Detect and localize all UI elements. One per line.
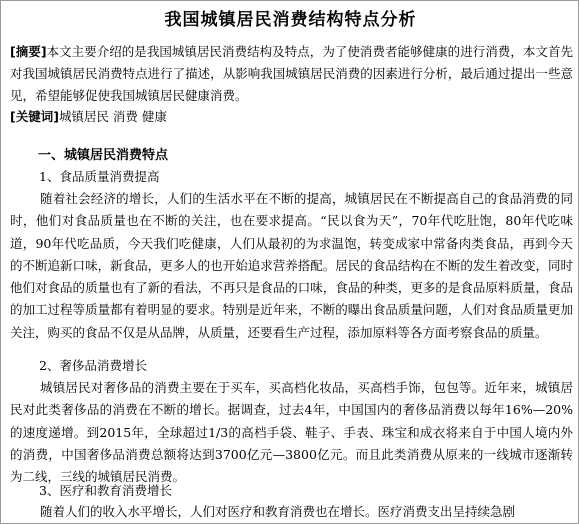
section-heading: 一、城镇居民消费特点 (38, 148, 169, 163)
paragraph: 随着社会经济的增长，人们的生活水平在不断的提高，城镇居民在不断提高自己的食品消费的同时，他们对食品质量也在不断的关注，也在要求提高。“民以食为天”，70年代吃肚饱，80年代吃味道，90年代吃品质，今天我们吃健康，人们从最初的为求温饱，转变成家中常备肉类食品，再到今天的不断追新口味，新食品，更多人的也开始追求营养搭配。居民的食品结构在不断的发生着改变，同时他们对食品的质量也有了新的看法，不再只是食品的口味，食品的种类，更多的是食品原料质量，食品的加工过程等质量都有着明显的要求。特别是近年来，不断的曝出食品质量问题，人们对食品质量更加关注，购买的食品不仅是从品牌，从质量，还要看生产过程，添加原料等各方面考察食品的质量。 (10, 191, 573, 340)
subsection-heading: 1、食品质量消费提高 (39, 169, 160, 184)
keywords-text: 城镇居民 消费 健康 (58, 109, 167, 124)
paragraph: 城镇居民对奢侈品的消费主要在于买车，买高档化妆品，买高档手饰，包包等。近年来，城镇居民对此类奢侈品的消费在不断的增长。据调查，过去4年，中国国内的奢侈品消费以每年16%—20%的速度递增。到2015年，全球超过1/3的高档手袋、鞋子、手表、珠宝和成衣将来自于中国人境内外的消费，中国奢侈品消费总额将达到3700亿元—3800亿元。而且此类消费从原来的一线城市逐渐转为二线，三线的城镇居民消费。 (10, 380, 573, 485)
subsection-heading: 3、医疗和教育消费增长 (39, 483, 172, 498)
page-title: 我国城镇居民消费结构特点分析 (164, 10, 417, 30)
keywords (10, 107, 573, 127)
paragraph: 随着人们的收入水平增长，人们对医疗和教育消费也在增长。医疗消费支出呈持续急剧 (40, 504, 516, 519)
abstract (10, 41, 573, 107)
subsection-heading: 2、奢侈品消费增长 (39, 358, 147, 373)
abstract-tag: [摘要] (10, 44, 47, 59)
keywords-tag: [关键词] (10, 109, 59, 124)
abstract-text: 本文主要介绍的是我国城镇居民消费结构及特点，为了使消费者能够健康的进行消费，本文首先对我国城镇居民消费特点进行了描述，从影响我国城镇居民消费的因素进行分析，最后通过提出一些意见，希望能够促使我国城镇居民健康消费。 (10, 44, 573, 103)
